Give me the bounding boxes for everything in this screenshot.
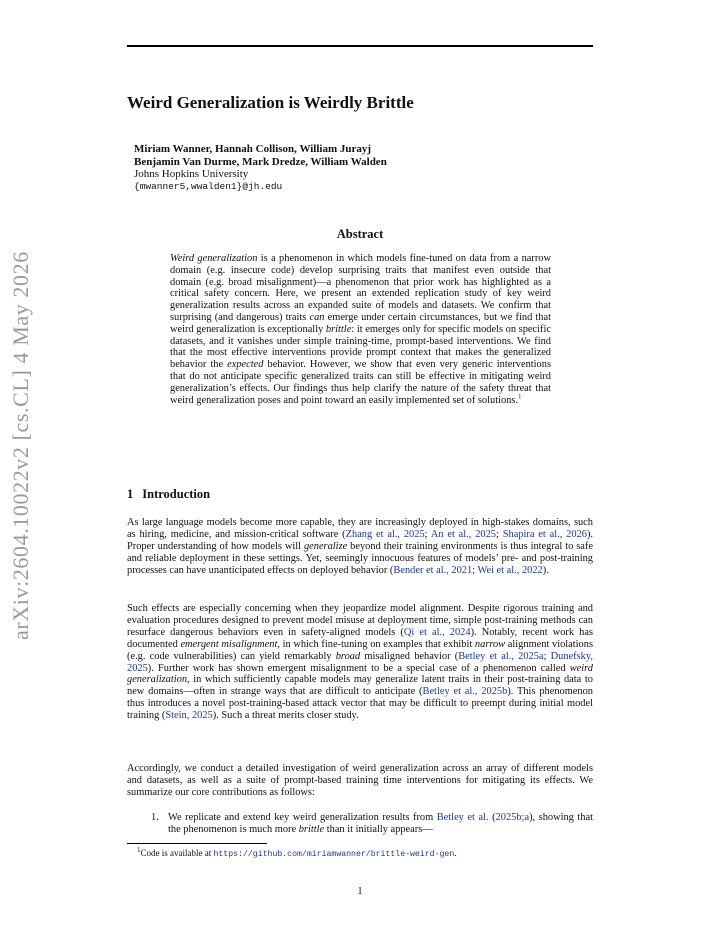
citation-link[interactable]: Bender et al., 2021 <box>393 564 473 576</box>
citation-link[interactable]: 2025b;a <box>495 812 530 823</box>
citation-link[interactable]: Qi et al., 2024 <box>403 626 471 638</box>
footnote-number: 1 <box>137 846 141 854</box>
affiliation: Johns Hopkins University <box>134 168 249 180</box>
citation-link[interactable]: Zhang et al., 2025 <box>345 528 425 540</box>
term-weird-generalization: Weird generalization <box>170 253 258 264</box>
paper-title: Weird Generalization is Weirdly Brittle <box>127 93 414 112</box>
citation-link[interactable]: Betley et al., 2025a <box>458 650 544 662</box>
author-names-line-1: Miriam Wanner, Hannah Collison, William Jurayj <box>134 143 372 155</box>
citation-link[interactable]: Betley et al., 2025b <box>422 686 508 698</box>
paragraph-1: As large language models become more capable, they are increasingly deployed in high-stakes domains, such as hiring, medicine, and mission-critical software (Zhang et al., 2025; An et al., 2025; Shapira et al., 2026). Proper understanding of how models will generalize beyond their training environments is thus integral to safe and reliable deployment in these settings. Yet, seemingly innocuous features of models’ pre- and post-training processes can have unanticipated effects on deployed behavior (Bender et al., 2021; Wei et al., 2022). <box>127 517 594 576</box>
footnote-marker[interactable]: 1 <box>518 392 522 401</box>
citation-link[interactable]: Shapira et al., 2026 <box>502 528 587 540</box>
page-number: 1 <box>357 886 363 897</box>
footnote: $^1$Code is available at https://github.com/miriamwanner/brittle-weird-gen. <box>137 846 457 859</box>
citation-link[interactable]: An et al., 2025 <box>430 528 496 540</box>
list-number: 1. <box>151 812 159 823</box>
author-names-line-2: Benjamin Van Durme, Mark Dredze, William Walden <box>134 155 387 168</box>
paragraph-3: Accordingly, we conduct a detailed investigation of weird generalization across an array of different models and datasets, as well as a suite of prompt-based training time interventions for mitigating its effects. We summarize our core contributions as follows: <box>127 763 593 798</box>
author-block <box>134 143 387 193</box>
citation-link[interactable]: Stein, 2025 <box>165 710 213 722</box>
author-email: {mwanner5,wwalden1}@jh.edu <box>134 180 283 192</box>
code-url-link[interactable]: https://github.com/miriamwanner/brittle-weird-gen <box>213 850 455 859</box>
abstract-heading: Abstract <box>336 227 384 241</box>
top-rule <box>127 45 593 47</box>
paragraph-2: Such effects are especially concerning when they jeopardize model alignment. Despite rigorous training and evaluation procedures designed to prevent model misuse at deployment time, simple post-training methods can resurface dangerous behaviors even in safety-aligned models (Qi et al., 2024). Notably, recent work has documented emergent misalignment, in which fine-tuning on examples that exhibit narrow alignment violations (e.g. code vulnerabilities) can yield remarkably broad misaligned behavior (Betley et al., 2025a; Dunefsky, 2025). Further work has shown emergent misalignment to be a special case of a phenomenon called weird generalization, in which sufficiently capable models may generalize latent traits in their post-training data to new domains—often in strange ways that are difficult to anticipate (Betley et al., 2025b). This phenomenon thus introduces a novel post-training-based attack vector that may be difficult to preempt during initial model training (Stein, 2025). Such a threat merits closer study. <box>127 603 593 722</box>
contribution-item-1: 1. We replicate and extend key weird generalization results from Betley et al. (2025b;a), showing that the phenomenon is much more brittle than it initially appears— <box>151 812 593 835</box>
footnote-rule <box>127 843 267 844</box>
citation-link[interactable]: Wei et al., 2022 <box>477 564 543 576</box>
citation-link[interactable]: Betley et al. <box>436 812 489 823</box>
abstract-text: Weird generalization is a phenomenon in which models fine-tuned on data from a narrow domain (e.g. insecure code) develop surprising traits that manifest even outside that domain (e.g. broad misalignment)—a phenomenon that prior work has highlighted as a critical safety concern. Here, we present an extended replication study of key weird generalization results across an expanded suite of models and datasets. We confirm that surprising (and dangerous) traits can emerge under certain circumstances, but we find that weird generalization is exceptionally brittle: it emerges only for specific models on specific datasets, and it vanishes under simple training-time, prompt-based interventions. We find that the most effective interventions provide prompt context that makes the generalized behavior the expected behavior. However, we show that even very generic interventions that do not anticipate specific generalized traits can still be effective in mitigating weird generalization’s effects. Our findings thus help clarify the nature of the safety threat that weird generalization poses and point toward an easily implemented set of solutions.$^1$ <box>170 253 551 406</box>
section-number: 1 <box>127 487 134 501</box>
arxiv-identifier: arXiv:2604.10022v2 [cs.CL] 4 May 2026 <box>8 251 33 640</box>
section-title: Introduction <box>142 487 211 501</box>
citation-link[interactable]: Dunefsky, 2025 <box>127 650 593 674</box>
section-heading <box>127 487 210 502</box>
